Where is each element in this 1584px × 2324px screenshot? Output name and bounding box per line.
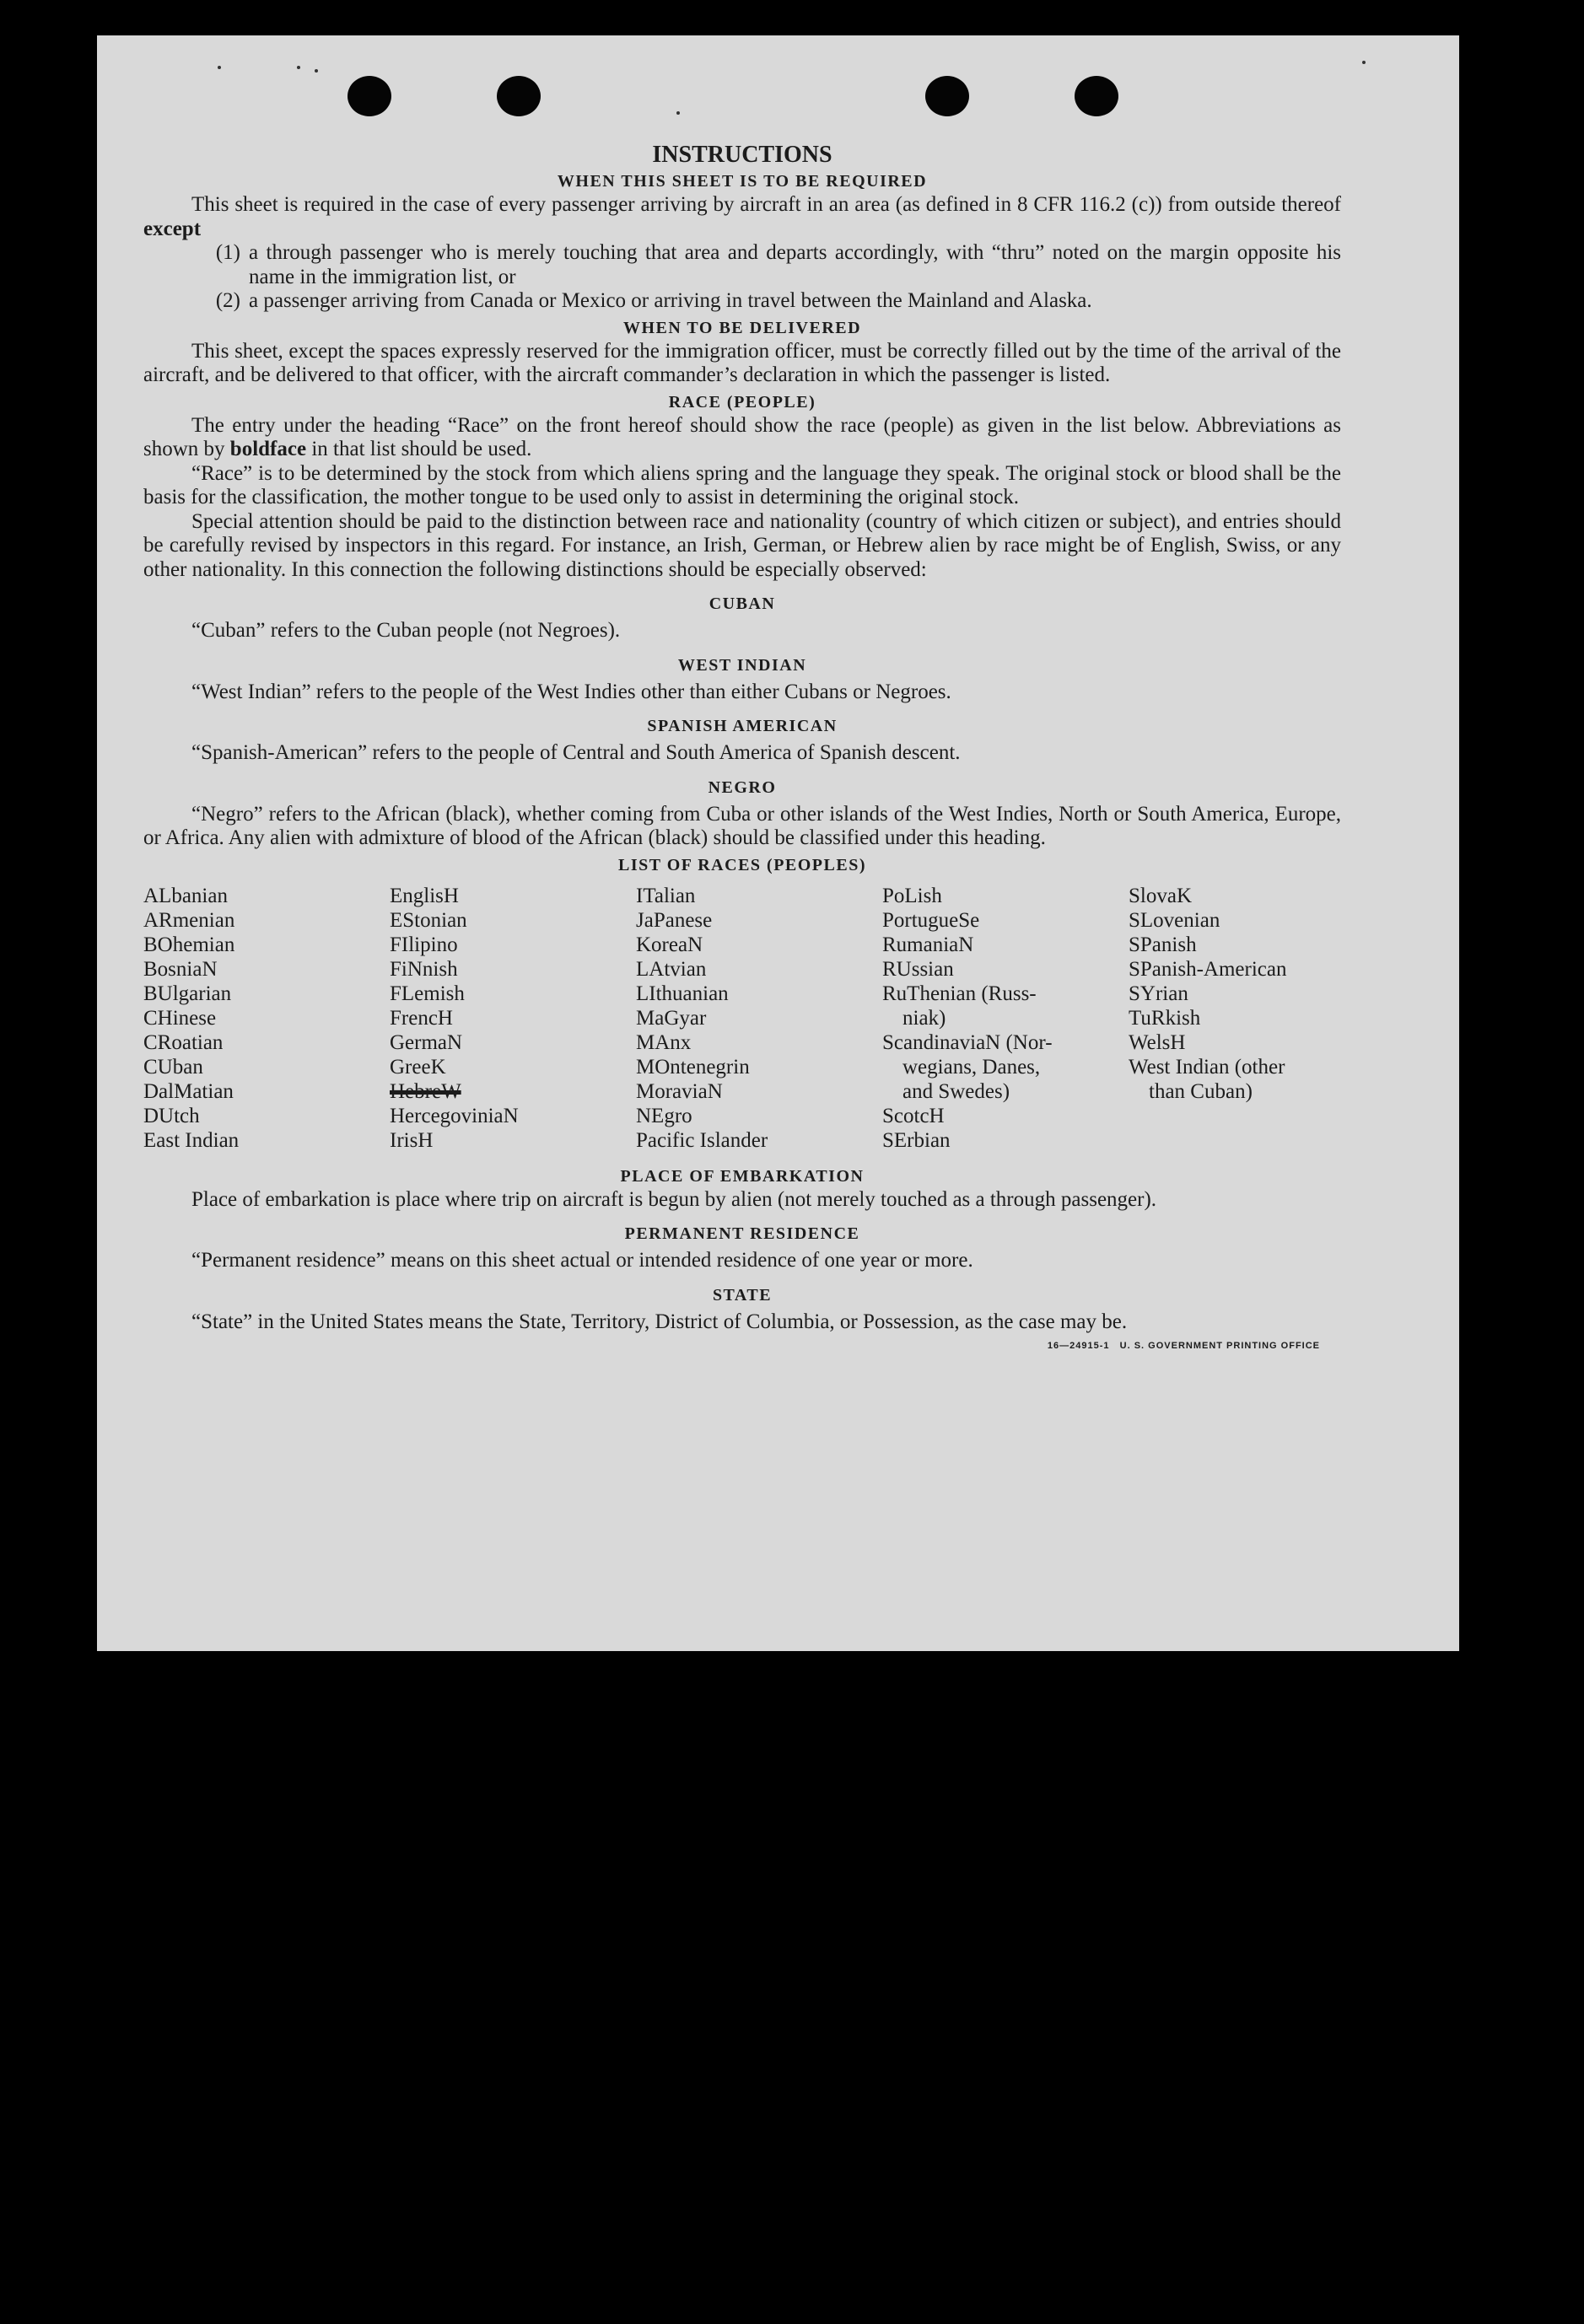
embarkation-text: Place of embarkation is place where trip on aircraft is begun by alien (not merely touched as a through passenger). [191,1187,1157,1211]
punch-hole [348,76,391,116]
state-text: “State” in the United States means the State, Territory, District of Columbia, or Possession, as the case may be. [191,1310,1128,1333]
race-entry: BOhemian [143,933,235,956]
race-paragraph-2: “Race” is to be determined by the stock from which aliens spring and the language they speak. The original stock or blood shall be the basis for the classification, the mother tongue to be used only to assist in determining the original stock. [143,461,1341,508]
race-entry: PoLish [882,884,942,907]
race-entry: DalMatian [143,1079,234,1103]
race-entry: TuRkish [1129,1006,1201,1030]
race-entry: SLovenian [1129,908,1220,932]
race-entry: KoreaN [636,933,703,956]
exception-item: (1) a through passenger who is merely touching that area and departs accordingly, with “thru” noted on the margin opposite his name in the immigration list, or [215,241,1341,288]
west-indian-text: “West Indian” refers to the people of the West Indies other than either Cubans or Negroes. [191,680,951,703]
heading-state: STATE [712,1285,773,1305]
race-entry: ScandinaviaN (Nor- [882,1030,1053,1054]
page-title: INSTRUCTIONS [652,142,832,168]
heading-west-indian: WEST INDIAN [677,655,807,675]
race-entry: LAtvian [636,957,707,981]
race-entry: MoraviaN [636,1079,723,1103]
race-entry: East Indian [143,1128,240,1152]
exception-list [143,241,1341,314]
residence-text: “Permanent residence” means on this sheet actual or intended residence of one year or more. [191,1249,973,1272]
race-entry: MOntenegrin [636,1055,750,1079]
heading-delivered: WHEN TO BE DELIVERED [622,318,862,337]
heading-residence: PERMANENT RESIDENCE [624,1224,860,1243]
race-entry: BUlgarian [143,982,232,1005]
race-entry: ITalian [636,884,696,907]
race-entry: NEgro [636,1104,692,1127]
speck [218,66,221,69]
punch-hole [497,76,541,116]
race-entry: EnglisH [390,884,459,907]
race-entry: FIlipino [390,933,458,956]
race-entry: FiNnish [390,957,458,981]
race-entry: RUssian [882,957,954,981]
race-entry: and Swedes) [902,1079,1010,1103]
race-entry: ARmenian [143,908,235,932]
race-entry: SPanish-American [1129,957,1287,981]
race-entry: niak) [902,1006,946,1030]
race-entry: WelsH [1129,1030,1186,1054]
race-entry: MaGyar [636,1006,707,1030]
race-entry: West Indian (other [1129,1055,1285,1079]
races-list [143,884,1341,1153]
heading-spanish-american: SPANISH AMERICAN [647,717,838,735]
required-intro: This sheet is required in the case of every passenger arriving by aircraft in an area (as defined in 8 CFR 116.2 (c)) from outside thereof except [143,193,1341,240]
heading-embarkation: PLACE OF EMBARKATION [620,1166,865,1186]
races-column [390,884,636,1153]
race-paragraph-1: The entry under the heading “Race” on the front hereof should show the race (people) as given in the list below. Abbreviations as shown by boldface in that list should be used. [143,413,1341,460]
race-entry: BosniaN [143,957,218,981]
race-entry: GermaN [390,1030,463,1054]
instructions-content [143,141,1341,1358]
speck [1362,61,1366,64]
race-entry: than Cuban) [1149,1079,1253,1103]
race-entry: PortugueSe [882,908,980,932]
negro-text: “Negro” refers to the African (black), whether coming from Cuba or other islands of the West Indies, North or South America, Europe, or Africa. Any alien with admixture of blood of the African (black) should be classified under this heading. [143,802,1341,849]
races-column [143,884,390,1153]
delivered-text: This sheet, except the spaces expressly reserved for the immigration officer, must be correctly filled out by the time of the arrival of the aircraft, and be delivered to that officer, with the aircraft commander’s declaration in which the passenger is listed. [143,339,1341,386]
race-entry: FLemish [390,982,465,1005]
heading-cuban: CUBAN [708,594,776,613]
race-entry: GreeK [390,1055,446,1079]
race-entry: SPanish [1129,933,1197,956]
race-entry: Pacific Islander [636,1128,768,1152]
footer-imprint [1048,1334,1341,1358]
race-entry: SlovaK [1129,884,1192,907]
spanish-american-text: “Spanish-American” refers to the people of Central and South America of Spanish descent. [191,741,961,764]
heading-required: WHEN THIS SHEET IS TO BE REQUIRED [557,172,928,191]
race-entry: EStonian [390,908,467,932]
exception-item: (2) a passenger arriving from Canada or Mexico or arriving in travel between the Mainland and Alaska. [215,289,1092,312]
printer: U. S. GOVERNMENT PRINTING OFFICE [1119,1341,1320,1351]
race-entry: JaPanese [636,908,713,932]
race-entry: DUtch [143,1104,200,1127]
race-entry: RuThenian (Russ- [882,982,1037,1005]
race-entry: wegians, Danes, [902,1055,1041,1079]
footer [143,1334,1341,1358]
heading-race: RACE (PEOPLE) [668,392,816,412]
race-entry: MAnx [636,1030,692,1054]
speck [676,111,680,115]
punch-hole [1075,76,1118,116]
heading-races-list: LIST OF RACES (PEOPLES) [617,855,866,874]
race-entry: LIthuanian [636,982,729,1005]
heading-negro: NEGRO [708,777,777,797]
race-entry: IrisH [390,1128,434,1152]
document-sheet [97,35,1459,1651]
races-column [636,884,882,1153]
cuban-text: “Cuban” refers to the Cuban people (not Negroes). [191,619,621,642]
race-entry: CUban [143,1055,203,1079]
speck [297,66,300,69]
race-entry: SYrian [1129,982,1188,1005]
race-entry: CHinese [143,1006,217,1030]
race-entry: HercegoviniaN [390,1104,519,1127]
speck [315,69,318,73]
form-number: 16—24915-1 [1047,1341,1110,1351]
race-entry: SErbian [882,1128,951,1152]
race-entry: CRoatian [143,1030,224,1054]
race-entry: ALbanian [143,884,228,907]
race-entry: RumaniaN [882,933,974,956]
races-column [1129,884,1339,1153]
race-entry: ScotcH [882,1104,945,1127]
race-entry: FrencH [390,1006,453,1030]
punch-hole [925,76,969,116]
race-paragraph-3: Special attention should be paid to the distinction between race and nationality (country of which citizen or subject), and entries should be carefully revised by inspectors in this regard. For instance, an Irish, German, or Hebrew alien by race might be of English, Swiss, or any other nationality. In this connection the following distinctions should be especially observed: [143,509,1341,581]
race-entry-struck: HebreW [390,1079,461,1103]
races-column [882,884,1129,1153]
